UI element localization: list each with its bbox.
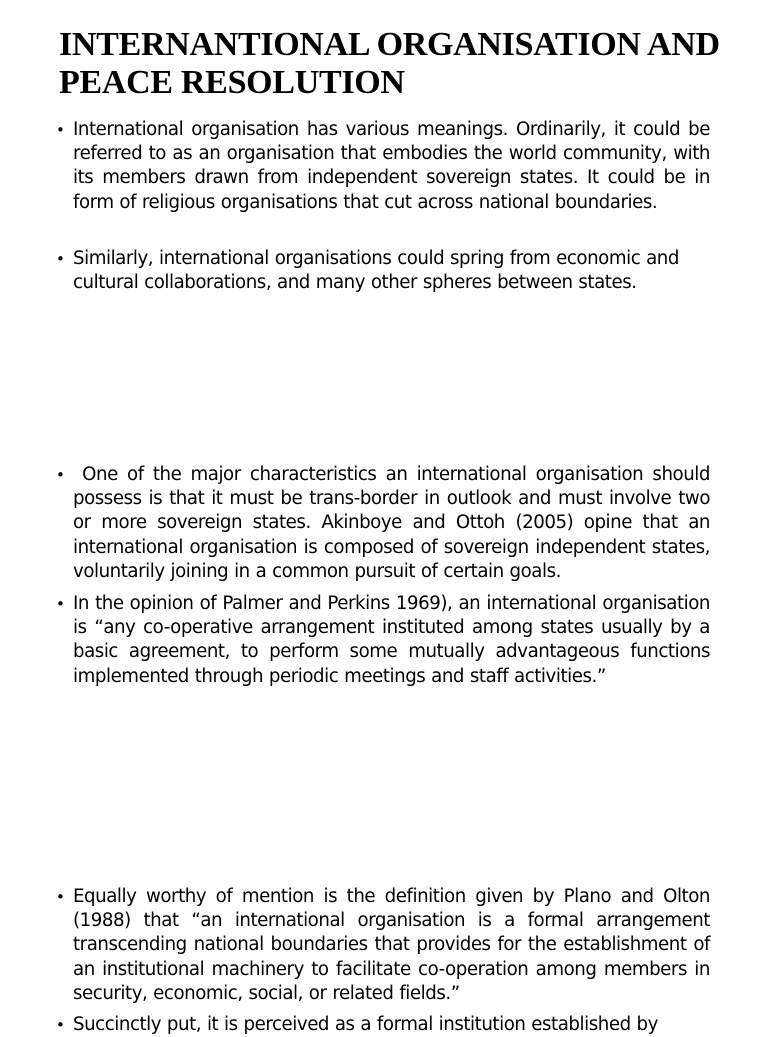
bullet-text: In the opinion of Palmer and Perkins 1969), an international organisation is “any co-operative arrangement instituted among states usually by a basic agreement, to perform some mutually advantageous functions implemented through periodic meetings and staff activities.” (73, 593, 710, 687)
bullet-dot-icon: • (56, 466, 65, 484)
bullet-dot-icon: • (56, 1016, 65, 1034)
bullet-item (56, 118, 710, 215)
bullet-text: Similarly, international organisations could spring from economic and cultural collaborations, and many other spheres between states. (73, 248, 679, 294)
bullet-text: Equally worthy of mention is the definition given by Plano and Olton (1988) that “an international organisation is a formal arrangement transcending national boundaries that provides for the establishment of an institutional machinery to facilitate co-operation among members in security, economic, social, or related fields.” (73, 886, 710, 1004)
bullet-text: International organisation has various meanings. Ordinarily, it could be referred to as an organisation that embodies the world community, with its members drawn from independent sovereign states. It could be in form of religious organisations that cut across national boundaries. (73, 119, 710, 213)
slide-title: INTERNANTIONAL ORGANISATION AND PEACE RESOLUTION (59, 26, 720, 101)
bullet-dot-icon: • (56, 250, 65, 268)
bullet-text: One of the major characteristics an international organisation should possess is that it must be trans-border in outlook and must involve two or more sovereign states. Akinboye and Ottoh (2005) opine that an international organisation is composed of sovereign independent states, voluntarily joining in a common pursuit of certain goals. (73, 464, 716, 582)
bullet-dot-icon: • (56, 121, 65, 139)
bullet-dot-icon: • (56, 595, 65, 613)
bullet-dot-icon: • (56, 888, 65, 906)
bullet-item (56, 463, 716, 584)
bullet-item (56, 1013, 710, 1037)
bullet-item (56, 247, 710, 295)
bullet-text: Succinctly put, it is perceived as a formal institution established by (73, 1014, 658, 1035)
bullet-item (56, 592, 710, 689)
bullet-item (56, 885, 710, 1006)
